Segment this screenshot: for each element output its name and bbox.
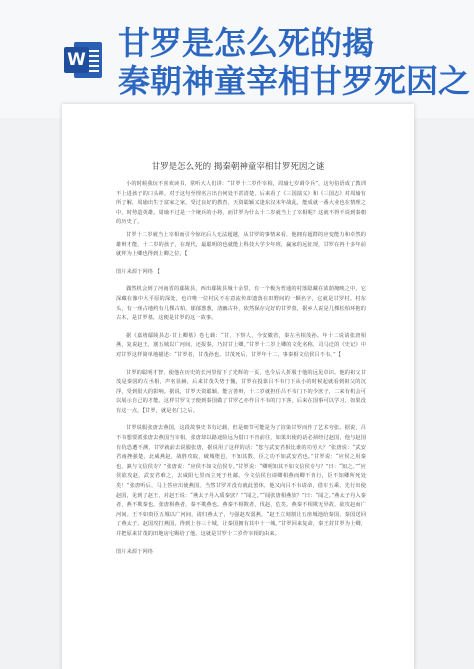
banner-title-line1: 甘罗是怎么死的揭 xyxy=(118,24,375,62)
document-body xyxy=(116,180,366,565)
document-title: 甘罗是怎么死的 揭秦朝神童宰相甘罗死因之谜 xyxy=(151,162,325,172)
paragraph: 偶然机会到了河南省的鄢陵县，西出鄢陵县城十余里，有一个极为普通的村落隐藏在浓荫掩映之中，它深藏在豫中大平原的深处，也许唯一位村民不在意流传却遗落在田野间的一颗名字，它就是甘罗村。村东头，有一座占地约有几棵古柏，郁郁葱葱，清幽古朴，依然保存完好的甘罗墓，据乡人说是几棵松柏环抱的古木，是甘罗墓，这便是甘罗的这一故事。 xyxy=(116,286,366,322)
word-icon-letter: W xyxy=(64,47,89,73)
paragraph: 甘罗十二岁就当上宰相而引今惊诧后人无法超越，从甘罗的事情来看，他拥有超群的应变能力和卓然的雄辩才能，十二岁的孩子，在现代，最聪明的也就能上科技大学少年班，赢家的远征现，甘罗在再十多年前就拜为上卿也得到上卿之位，【 xyxy=(116,231,366,258)
word-document-icon xyxy=(64,38,102,82)
banner-title xyxy=(118,24,474,100)
paragraph: 小的时候我玩不喜欢读书，常听大人们讲：“甘罗十二岁作宰相，周瑜七岁调令兵”，这句俗语成了教训不上进孩子的口头禅。对于这句至理名言出自何处不甚清楚，后来看了《三国演义》和《三国志》对周瑜有所了解，周瑜出生于富家之家，受过良好的教育，天资聪颖又逢东汉末年战乱，能成就一番大业也在情理之中，时势造英雄。周瑜不过是一个统兵的小将，而甘罗为什么十二岁就当上了宰相呢？这就不得不说到秦朝的历史了。 xyxy=(116,181,366,226)
image-caption: 图片来源于网络 【 xyxy=(116,268,161,275)
document-page xyxy=(62,104,414,669)
paragraph: 甘罗说服张唐去燕国，这段故事史书有记载，但是细节可能是为了渲染甘罗而作了艺术夸张。据说，吕不韦想要派张唐去燕国当宰相，张唐却以路途险远为借口不肯前往，如果出使的话必须经过赵国，他与赵国有仇恐遭不测，甘罗就前去说服张唐，据说用了这样的话：“您与武安君相比谁的功劳大？”张唐说：“武安君南挫强楚，北威燕赵，战胜攻取，破城堕邑，不知其数，臣之功不如武安君也。”甘罗说：“应侯之用秦也，孰与文信侯专？”张唐说：“应侯不如文信侯专。”甘罗说：“卿明知其不如文信侯专与？”曰：“知之。”“应侯欲攻赵，武安君难之，去咸阳七里而立死于杜邮。今文信侯自请卿相燕而卿不肯行，臣不知卿所死处矣！”张唐听后，马上答应出使燕国。当然甘罗并没有就此罢休，他又向吕不韦请命，借车五乘，先行出使赵国，见到了赵王，对赵王说：“燕太子丹入质秦欤？”“闻之。”“闻张唐相燕欤？”曰：“闻之。”燕太子丹入秦者，燕不欺秦也。张唐相燕者，秦不欺燕也。燕秦不相欺者，伐赵，危矣。燕秦不相欺无异故，欲攻赵而广河间。王不如赍臣五城以广河间，请归燕太子，与强赵攻弱燕。“赵王立刻割让五座城池给秦国，秦国送回了燕太子。赵国攻打燕国，得到上谷三十城，让秦国拥有其中十一城。”甘罗回来复命，秦王封甘罗为上卿，并把原来甘茂的田地房宅赐给了他。这就是甘罗十二岁作宰相的由来。 xyxy=(116,425,366,537)
banner-title-line2: 秦朝神童宰相甘罗死因之 xyxy=(118,62,471,100)
paragraph: 据《嘉靖鄢陵县志·甘上卿墓》卷七载：“甘，下察人，今安徽省，秦左丞相茂孙。年十二说请张唐相燕，复说赵王，割五城以广河间，还报秦，乃封甘上卿。”甘罗十二岁上卿的文化名称，司马迁的《史记》中对甘罗这样简单地描述：“甘罗者，甘茂孙也。甘茂死后，甘罗年十二，事秦相文信侯吕不韦。”【 xyxy=(116,332,366,358)
paragraph: 甘罗的聪明才智，使他在历史的长河里留下了光辉的一页，也令后人折服于他的远见卓识。他的祖父甘茂是秦国的左丞相，声名显赫，后来甘茂失势于魏，甘罗在投靠吕不韦门下从小的时候起就看到祖父的沉浮，受到很大的影响。据说，甘罗天资聪颖、能言善辩，十二岁就担任吕不韦门下的少庶子，二来有机会可以展示自己的才能，这样甘罗文子便到秦国做了甘罗乙亦作吕不韦的门下客，后来在国事可以学习，如果没有这一点，【甘罗，就是名门之后。 xyxy=(116,369,366,414)
header-banner xyxy=(0,0,474,118)
image-caption: 图片来源于网络 xyxy=(116,548,154,555)
